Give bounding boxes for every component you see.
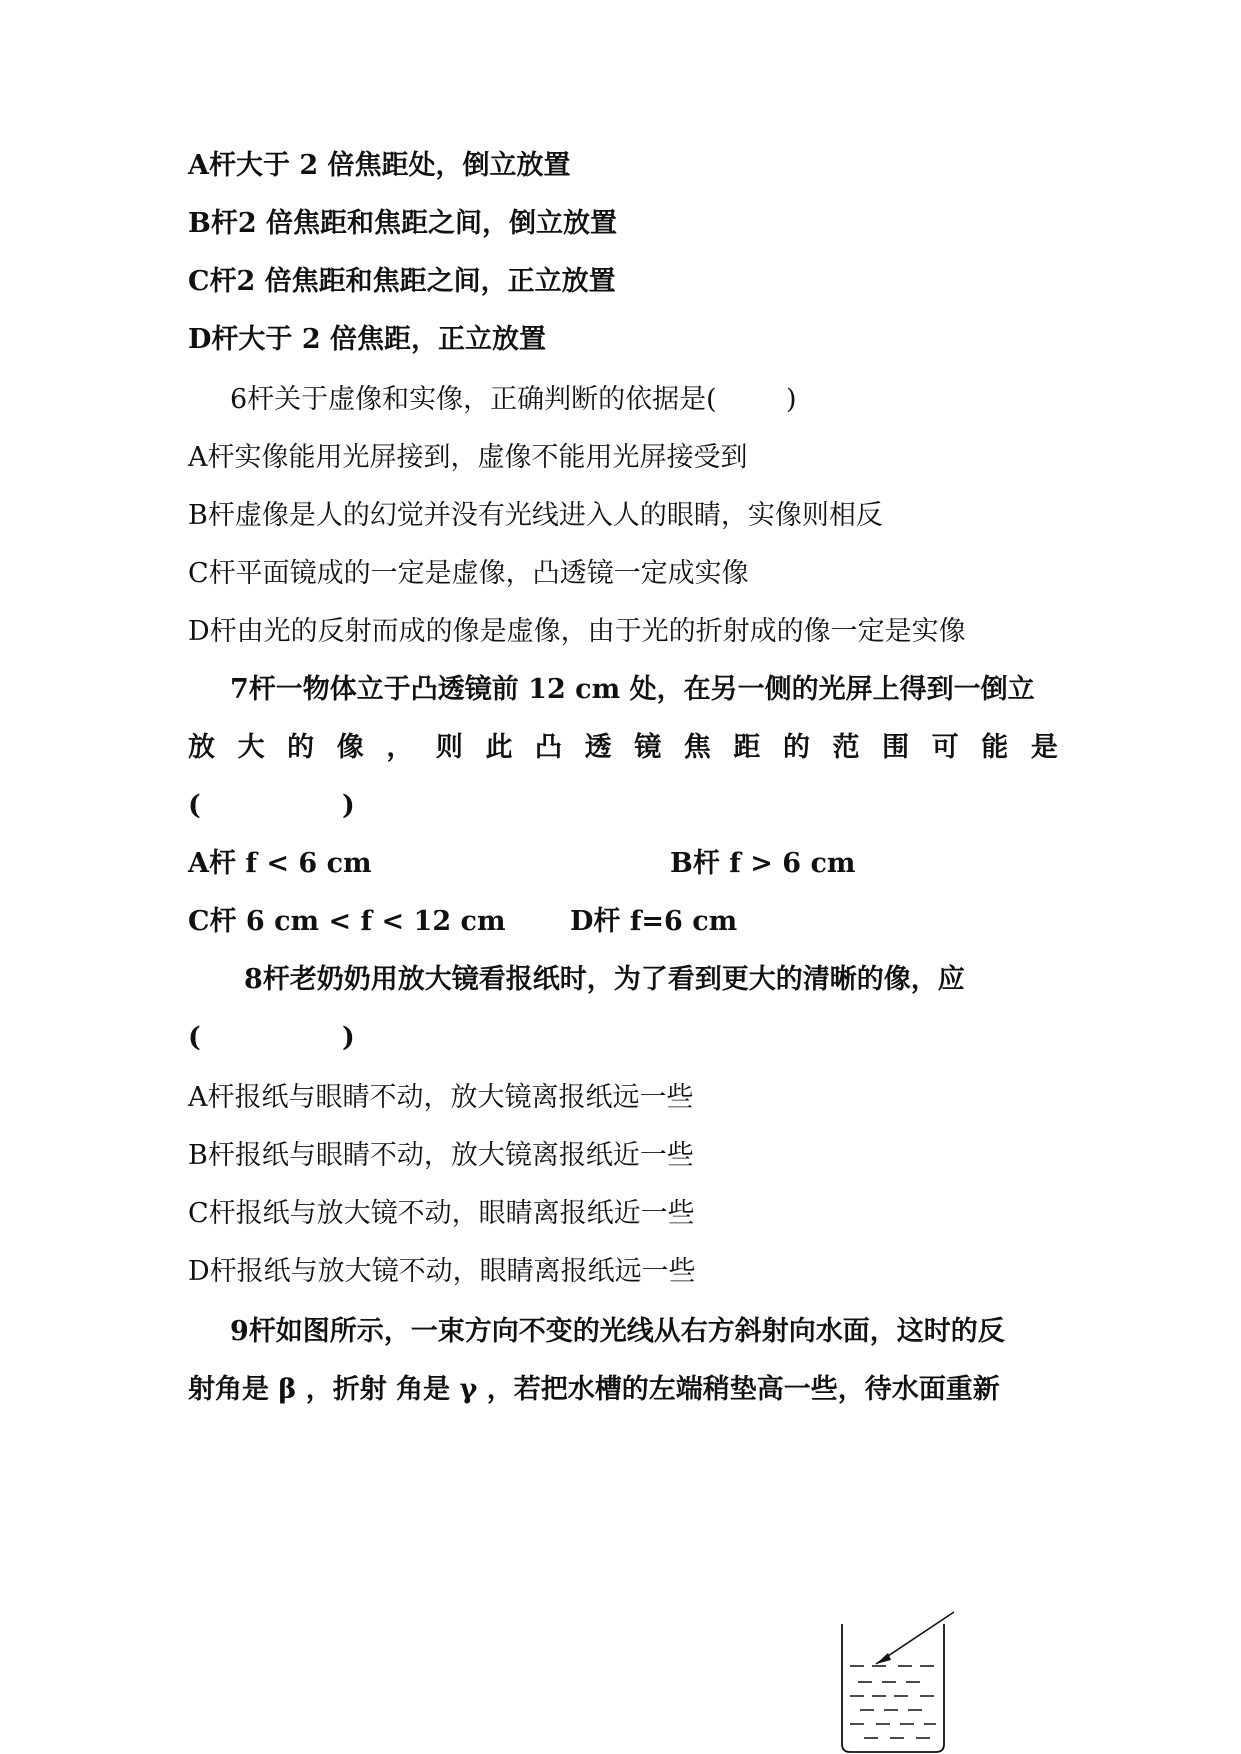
q7-paren-open: ( xyxy=(188,790,201,821)
q7-option-d: D杆 f=6 cm xyxy=(570,906,738,937)
q6-option-c: C杆平面镜成的一定是虚像，凸透镜一定成实像 xyxy=(188,558,749,589)
q7-char: 范 xyxy=(832,732,860,763)
q7-char: 距 xyxy=(733,732,761,763)
q7-char: 透 xyxy=(584,732,612,763)
q5-option-c: C杆2 倍焦距和焦距之间，正立放置 xyxy=(188,266,616,297)
q5-option-a: A杆大于 2 倍焦距处，倒立放置 xyxy=(188,150,571,181)
q7-char: 能 xyxy=(981,732,1009,763)
q7-stem-line2 xyxy=(188,730,1058,766)
q7-char: 是 xyxy=(1030,732,1058,763)
q6-option-b: B杆虚像是人的幻觉并没有光线进入人的眼睛，实像则相反 xyxy=(188,500,883,531)
q9-stem-line1: 9杆如图所示，一束方向不变的光线从右方斜射向水面，这时的反 xyxy=(230,1316,1005,1347)
q7-char: ， xyxy=(386,732,414,763)
q7-char: 的 xyxy=(782,732,810,763)
q7-char: 像 xyxy=(336,732,364,763)
q7-paren-close: ) xyxy=(342,790,355,821)
water-tank-figure xyxy=(836,1610,956,1754)
q6-paren-close: ) xyxy=(786,384,797,415)
q6-option-a: A杆实像能用光屏接到，虚像不能用光屏接受到 xyxy=(188,442,748,473)
q8-option-b: B杆报纸与眼睛不动，放大镜离报纸近一些 xyxy=(188,1140,694,1171)
q6-stem xyxy=(230,382,717,418)
q7-char: 大 xyxy=(237,732,265,763)
q8-paren-close: ) xyxy=(342,1022,355,1053)
q7-char: 放 xyxy=(188,732,215,763)
q7-char: 凸 xyxy=(535,732,563,763)
q7-char: 则 xyxy=(435,732,463,763)
q5-option-d: D杆大于 2 倍焦距，正立放置 xyxy=(188,324,546,355)
q9-stem-line2: 射角是 β ，折射 角是 γ ，若把水槽的左端稍垫高一些，待水面重新 xyxy=(188,1374,1000,1405)
q7-char: 此 xyxy=(485,732,513,763)
q8-stem: 8杆老奶奶用放大镜看报纸时，为了看到更大的清晰的像，应 xyxy=(244,964,965,995)
q5-option-b: B杆2 倍焦距和焦距之间，倒立放置 xyxy=(188,208,618,239)
water-surface-dashes xyxy=(850,1666,936,1738)
q7-stem-line1: 7杆一物体立于凸透镜前 12 cm 处，在另一侧的光屏上得到一倒立 xyxy=(230,674,1035,705)
q7-char: 的 xyxy=(287,732,315,763)
q8-paren-open: ( xyxy=(188,1022,201,1053)
q7-option-b: B杆 f > 6 cm xyxy=(670,848,856,879)
q6-stem-text: 6杆关于虚像和实像，正确判断的依据是( xyxy=(230,384,717,415)
q8-option-c: C杆报纸与放大镜不动，眼睛离报纸近一些 xyxy=(188,1198,695,1229)
tank-outline xyxy=(842,1624,944,1752)
q7-char: 焦 xyxy=(683,732,711,763)
q7-option-a: A杆 f < 6 cm xyxy=(188,848,372,879)
q7-char: 镜 xyxy=(634,732,662,763)
q7-char: 围 xyxy=(882,732,910,763)
q6-option-d: D杆由光的反射而成的像是虚像，由于光的折射成的像一定是实像 xyxy=(188,616,966,647)
q8-option-d: D杆报纸与放大镜不动，眼睛离报纸远一些 xyxy=(188,1256,696,1287)
q7-option-c: C杆 6 cm < f < 12 cm xyxy=(188,906,506,937)
q7-char: 可 xyxy=(931,732,959,763)
q8-option-a: A杆报纸与眼睛不动，放大镜离报纸远一些 xyxy=(188,1082,694,1113)
